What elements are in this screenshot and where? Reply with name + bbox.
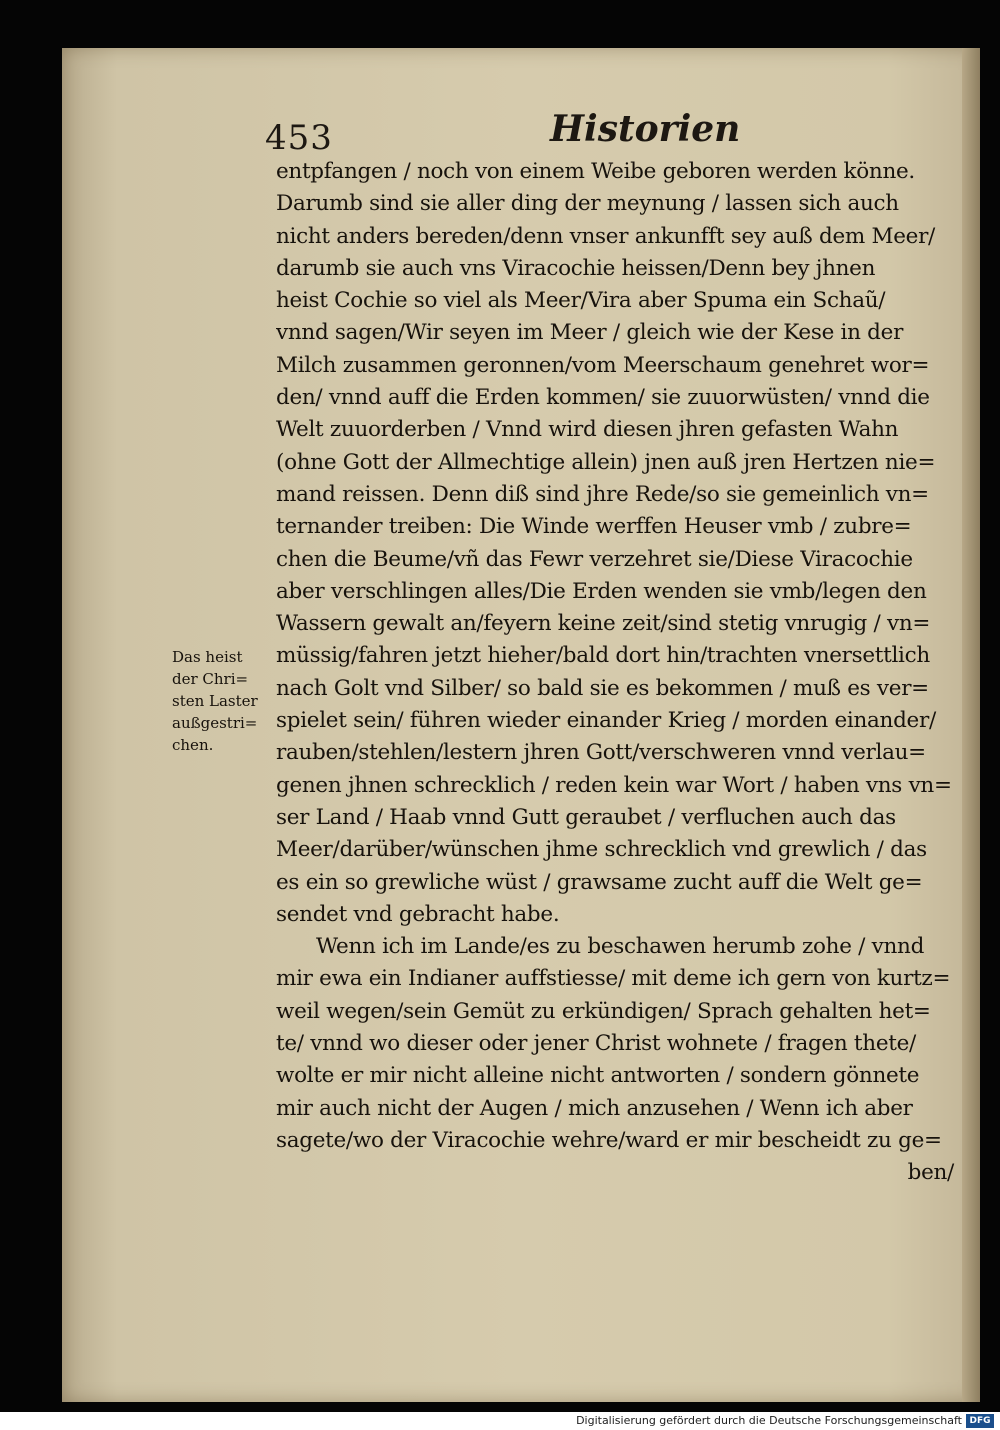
text-line: chen die Beume/vñ das Fewr verzehret sie/Diese Viracochie [276,546,913,572]
text-line: nach Golt vnd Silber/ so bald sie es bekommen / muß es ver= [276,675,929,701]
text-line: mir ewa ein Indianer auffstiesse/ mit deme ich gern von kurtz= [276,966,951,992]
text-line: sagete/wo der Viracochie wehre/ward er mir bescheidt zu ge= [276,1127,942,1153]
marginal-note-line: Das heist [172,648,243,666]
text-line: vnnd sagen/Wir seyen im Meer / gleich wie der Kese in der [276,320,904,346]
text-line: heist Cochie so viel als Meer/Vira aber Spuma ein Schaũ/ [276,288,886,314]
text-line: den/ vnnd auff die Erden kommen/ sie zuuorwüsten/ vnnd die [276,385,930,411]
text-line: Wassern gewalt an/feyern keine zeit/sind stetig vnrugig / vn= [276,611,931,637]
text-line: Welt zuuorderben / Vnnd wird diesen jhren gefasten Wahn [276,417,899,443]
text-line: wolte er mir nicht alleine nicht antworten / sondern gönnete [276,1063,920,1089]
running-head: Historien [550,108,741,150]
text-line: genen jhnen schrecklich / reden kein war Wort / haben vns vn= [276,772,952,798]
marginal-note [172,646,282,756]
text-line: ben/ [907,1160,954,1186]
text-line: rauben/stehlen/lestern jhren Gott/verschweren vnnd verlau= [276,740,926,766]
text-line: müssig/fahren jetzt hieher/bald dort hin/trachten vnersettlich [276,643,930,669]
text-line: Darumb sind sie aller ding der meynung / lassen sich auch [276,191,899,217]
marginal-note-line: chen. [172,736,214,754]
text-line: nicht anders bereden/denn vnser ankunfft sey auß dem Meer/ [276,223,935,249]
text-line: entpfangen / noch von einem Weibe geboren werden könne. [276,159,915,184]
page-edge [962,48,980,1402]
marginal-note-line: sten Laster [172,692,258,710]
text-line: ser Land / Haab vnnd Gutt geraubet / verfluchen auch das [276,804,896,830]
text-line: Meer/darüber/wünschen jhme schrecklich vnd grewlich / das [276,837,927,863]
marginal-note-line: außgestri= [172,714,258,732]
dfg-logo: DFG [966,1414,994,1428]
text-line: Wenn ich im Lande/es zu beschawen herumb zohe / vnnd [316,934,925,960]
text-line: Milch zusammen geronnen/vom Meerschaum genehret wor= [276,352,930,378]
text-line: spielet sein/ führen wieder einander Krieg / morden einander/ [276,708,936,734]
text-line: aber verschlingen alles/Die Erden wenden sie vmb/legen den [276,578,927,604]
text-line: mand reissen. Denn diß sind jhre Rede/so sie gemeinlich vn= [276,481,929,507]
text-line: (ohne Gott der Allmechtige allein) jnen auß jren Hertzen nie= [276,449,936,475]
footer-credit: Digitalisierung gefördert durch die Deutsche Forschungsgemeinschaft [576,1414,962,1427]
page-number: 453 [265,118,333,158]
text-line: darumb sie auch vns Viracochie heissen/Denn bey jhnen [276,255,876,281]
text-line: es ein so grewliche wüst / grawsame zucht auff die Welt ge= [276,869,923,895]
text-line: weil wegen/sein Gemüt zu erkündigen/ Sprach gehalten het= [276,998,931,1024]
book-page [62,48,980,1402]
body-text [276,156,964,1190]
text-line: ternander treiben: Die Winde werffen Heuser vmb / zubre= [276,514,912,540]
text-line: sendet vnd gebracht habe. [276,901,560,927]
marginal-note-line: der Chri= [172,670,249,688]
text-line: mir auch nicht der Augen / mich anzusehen / Wenn ich aber [276,1095,913,1121]
text-line: te/ vnnd wo dieser oder jener Christ wohnete / fragen thete/ [276,1031,916,1057]
